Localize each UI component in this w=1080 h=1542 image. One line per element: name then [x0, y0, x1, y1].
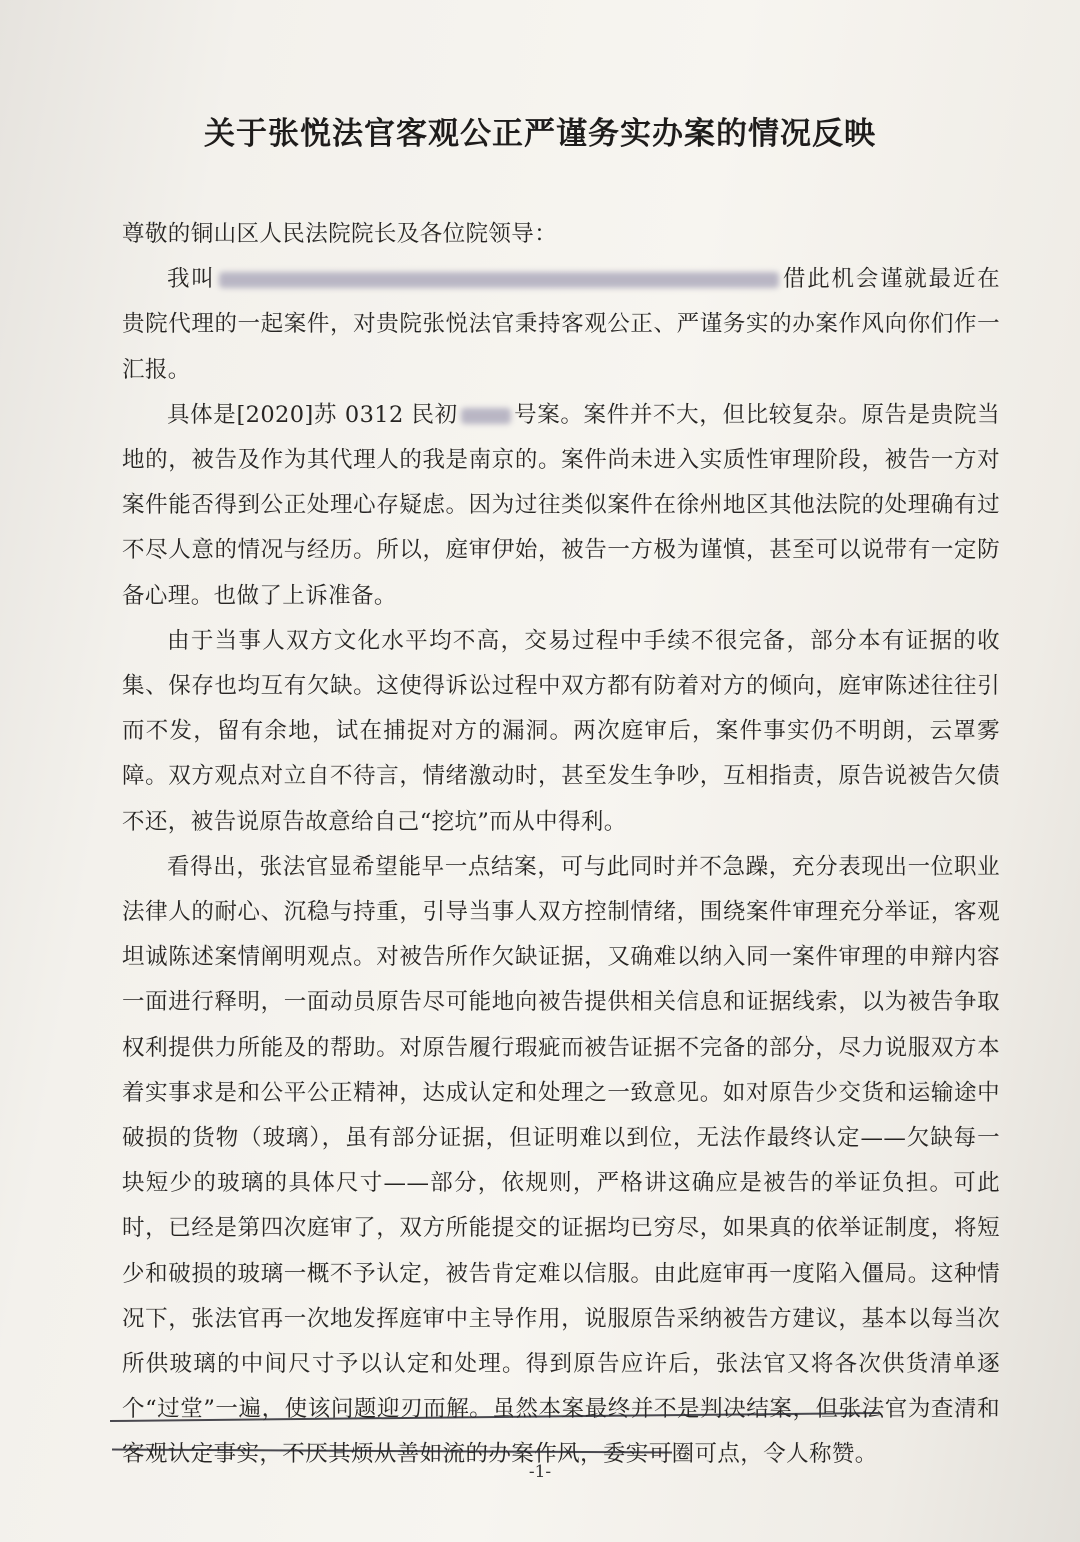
salutation: 尊敬的铜山区人民法院院长及各位院领导：	[122, 221, 558, 247]
paragraph-1-start: 我叫	[167, 266, 216, 293]
paragraph-2-end: 号案。案件并不大，但比较复杂。原告是贵院当地的，被告及作为其代理人的我是南京的。案件尚未进入实质性审理阶段，被告一方对案件能否得到公正处理心存疑虑。因为过往类似案件在徐州地区其他法院的处理确有过不尽人意的情况与经历。所以，庭审伊始，被告一方极为谨慎，甚至可以说带有一定防备心理。也做了上诉准备。	[122, 401, 1000, 609]
paragraph-2	[122, 393, 1000, 619]
page-number: -1-	[528, 1462, 552, 1482]
document-body	[122, 212, 1000, 1478]
paragraph-1	[122, 257, 1000, 393]
paragraph-1-end: 借此机会谨就最近在贵院代理的一起案件，对贵院张悦法官秉持客观公正、严谨务实的办案作风向你们作一汇报。	[122, 266, 1000, 383]
document-title: 关于张悦法官客观公正严谨务实办案的情况反映	[204, 116, 876, 152]
paragraph-3: 由于当事人双方文化水平均不高，交易过程中手续不很完备，部分本有证据的收集、保存也均互有欠缺。这使得诉讼过程中双方都有防着对方的倾向，庭审陈述往往引而不发，留有余地，试在捕捉对方的漏洞。两次庭审后，案件事实仍不明朗，云罩雾障。双方观点对立自不待言，情绪激动时，甚至发生争吵，互相指责，原告说被告欠债不还，被告说原告故意给自己“挖坑”而从中得利。	[122, 627, 1000, 835]
paragraph-4: 看得出，张法官显希望能早一点结案，可与此同时并不急躁，充分表现出一位职业法律人的耐心、沉稳与持重，引导当事人双方控制情绪，围绕案件审理充分举证，客观坦诚陈述案情阐明观点。对被告所作欠缺证据，又确难以纳入同一案件审理的申辩内容一面进行释明，一面动员原告尽可能地向被告提供相关信息和证据线索，以为被告争取权利提供力所能及的帮助。对原告履行瑕疵而被告证据不完备的部分，尽力说服双方本着实事求是和公平公正精神，达成认定和处理之一致意见。如对原告少交货和运输途中破损的货物（玻璃），虽有部分证据，但证明难以到位，无法作最终认定——欠缺每一块短少的玻璃的具体尺寸——部分，依规则，严格讲这确应是被告的举证负担。可此时，已经是第四次庭审了，双方所能提交的证据均已穷尽，如果真的依举证制度，将短少和破损的玻璃一概不予认定，被告肯定难以信服。由此庭审再一度陷入僵局。这种情况下，张法官再一次地发挥庭审中主导作用，说服原告采纳被告方建议，基本以每当次所供玻璃的中间尺寸予以认定和处理。得到原告应许后，张法官又将各次供货清单逐个“过堂”一遍，使该问题迎刃而解。虽然本案最终并不是判决结案，但张法官为查清和客观认定事实，不厌其烦从善如流的办案作风，委实可圈可点，令人称赞。	[122, 853, 1000, 1468]
redacted-personal-info	[219, 272, 779, 288]
redacted-case-number	[461, 408, 511, 424]
paragraph-2-start: 具体是[2020]苏 0312 民初	[167, 401, 458, 428]
